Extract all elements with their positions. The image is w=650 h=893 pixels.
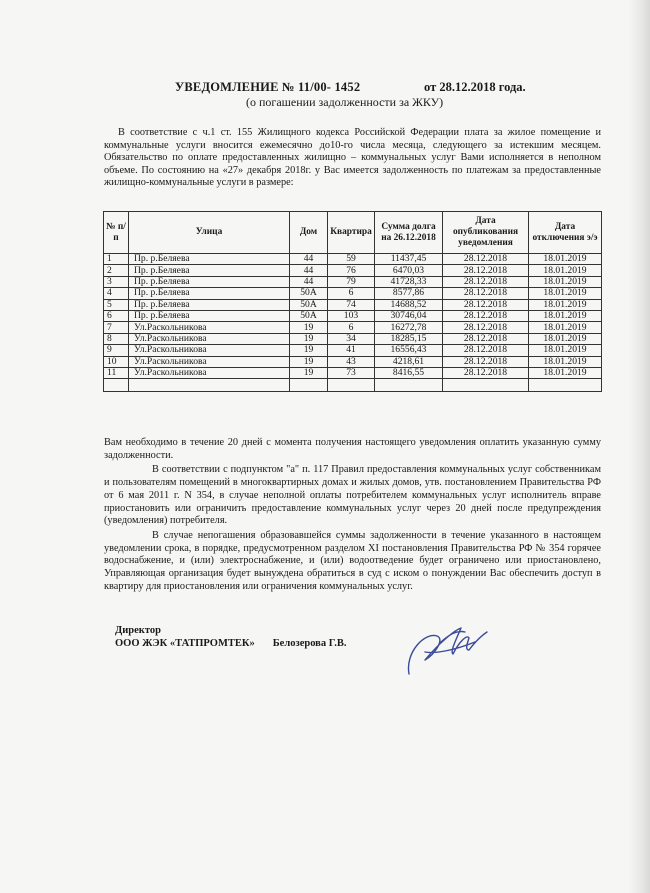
intro-paragraph: В соответствие с ч.1 ст. 155 Жилищного кодекса Российской Федерации плата за жилое помещение и коммунальные услуги вносится ежемесячно до10-го числа месяца, следующего за истекшим месяцем. Обязательство по оплате предоставленных жилищно – коммунальных услуг Вами исполняется в неполном объеме. По состоянию на «27» декабря 2018г. у Вас имеется задолженность по платежам за предоставленные жилищно-коммунальные услуги в размере: <box>104 127 601 189</box>
row-number: 10 <box>104 356 129 367</box>
empty-cell <box>104 379 129 392</box>
house-number: 50А <box>290 288 328 299</box>
row-number: 6 <box>104 310 129 321</box>
header-cell: Дата отключения э/э <box>529 212 602 254</box>
row-number: 7 <box>104 322 129 333</box>
empty-cell <box>529 379 602 392</box>
disconnection-date: 18.01.2019 <box>529 356 602 367</box>
debt-amount: 8416,55 <box>375 367 443 378</box>
publication-date: 28.12.2018 <box>443 356 529 367</box>
table-row <box>104 254 602 265</box>
row-number: 3 <box>104 276 129 287</box>
notice-number: УВЕДОМЛЕНИЕ № 11/00- 1452 <box>175 80 361 94</box>
publication-date: 28.12.2018 <box>443 299 529 310</box>
publication-date: 28.12.2018 <box>443 367 529 378</box>
street-name: Ул.Раскольникова <box>129 345 290 356</box>
empty-cell <box>443 379 529 392</box>
signer-position: Директор <box>115 625 161 636</box>
debt-table <box>103 211 602 392</box>
publication-date: 28.12.2018 <box>443 254 529 265</box>
page-edge-shadow <box>628 0 650 893</box>
apartment-number: 103 <box>328 310 375 321</box>
header-cell: Квартира <box>328 212 375 254</box>
empty-cell <box>328 379 375 392</box>
apartment-number: 59 <box>328 254 375 265</box>
apartment-number: 34 <box>328 333 375 344</box>
header-cell: Сумма долга на 26.12.2018 <box>375 212 443 254</box>
body-text <box>104 437 601 595</box>
table-row <box>104 367 602 378</box>
row-number: 5 <box>104 299 129 310</box>
publication-date: 28.12.2018 <box>443 265 529 276</box>
table-header-row <box>104 212 602 254</box>
house-number: 19 <box>290 356 328 367</box>
table-row <box>104 322 602 333</box>
apartment-number: 79 <box>328 276 375 287</box>
debt-amount: 14688,52 <box>375 299 443 310</box>
house-number: 19 <box>290 345 328 356</box>
header-cell: Улица <box>129 212 290 254</box>
row-number: 2 <box>104 265 129 276</box>
row-number: 8 <box>104 333 129 344</box>
publication-date: 28.12.2018 <box>443 288 529 299</box>
disconnection-date: 18.01.2019 <box>529 345 602 356</box>
table-row <box>104 265 602 276</box>
header-cell: Дом <box>290 212 328 254</box>
table-row <box>104 356 602 367</box>
debt-amount: 18285,15 <box>375 333 443 344</box>
table-row <box>104 333 602 344</box>
notice-date: от 28.12.2018 года. <box>424 80 526 94</box>
street-name: Ул.Раскольникова <box>129 333 290 344</box>
house-number: 50А <box>290 310 328 321</box>
street-name: Пр. р.Беляева <box>129 254 290 265</box>
table-body <box>104 254 602 392</box>
street-name: Ул.Раскольникова <box>129 367 290 378</box>
empty-table-row <box>104 379 602 392</box>
street-name: Пр. р.Беляева <box>129 288 290 299</box>
signer-organization: ООО ЖЭК «ТАТПРОМТЕК» <box>115 638 255 649</box>
house-number: 44 <box>290 265 328 276</box>
disconnection-date: 18.01.2019 <box>529 367 602 378</box>
disconnection-date: 18.01.2019 <box>529 299 602 310</box>
table-row <box>104 345 602 356</box>
street-name: Ул.Раскольникова <box>129 322 290 333</box>
debt-amount: 4218,61 <box>375 356 443 367</box>
disconnection-date: 18.01.2019 <box>529 322 602 333</box>
street-name: Пр. р.Беляева <box>129 276 290 287</box>
publication-date: 28.12.2018 <box>443 345 529 356</box>
disconnection-date: 18.01.2019 <box>529 265 602 276</box>
debt-amount: 11437,45 <box>375 254 443 265</box>
header-cell: Дата опубликования уведомления <box>443 212 529 254</box>
row-number: 9 <box>104 345 129 356</box>
notice-subtitle: (о погашении задолженности за ЖКУ) <box>246 95 444 109</box>
notice-title <box>175 80 526 95</box>
signature-block <box>115 624 346 650</box>
empty-cell <box>129 379 290 392</box>
street-name: Пр. р.Беляева <box>129 310 290 321</box>
consequences-paragraph: В случае непогашения образовавшейся суммы задолженности в течение указанного в настоящем уведомлении срока, в порядке, предусмотренном разделом XI постановления Правительства РФ № 354 горячее водоснабжение, и (или) электроснабжение, и (или) водоотведение будет ограничено или приостановлено, Управляющая организация будет вынуждена обратиться в суд с иском о понуждении Вас обеспечить доступ в квартиру для приостановления или ограничения коммунальных услуг. <box>104 529 601 592</box>
apartment-number: 74 <box>328 299 375 310</box>
debt-amount: 41728,33 <box>375 276 443 287</box>
debt-amount: 8577,86 <box>375 288 443 299</box>
street-name: Ул.Раскольникова <box>129 356 290 367</box>
debt-amount: 30746,04 <box>375 310 443 321</box>
row-number: 4 <box>104 288 129 299</box>
table-row <box>104 288 602 299</box>
payment-demand-paragraph: Вам необходимо в течение 20 дней с момента получения настоящего уведомления оплатить указанную сумму задолженности. <box>104 437 601 461</box>
apartment-number: 41 <box>328 345 375 356</box>
table-row <box>104 276 602 287</box>
disconnection-date: 18.01.2019 <box>529 276 602 287</box>
house-number: 44 <box>290 276 328 287</box>
header-cell: № п/п <box>104 212 129 254</box>
apartment-number: 43 <box>328 356 375 367</box>
publication-date: 28.12.2018 <box>443 276 529 287</box>
apartment-number: 73 <box>328 367 375 378</box>
debt-amount: 16556,43 <box>375 345 443 356</box>
debt-amount: 6470,03 <box>375 265 443 276</box>
apartment-number: 6 <box>328 322 375 333</box>
row-number: 1 <box>104 254 129 265</box>
house-number: 19 <box>290 367 328 378</box>
table-row <box>104 299 602 310</box>
handwritten-signature-icon <box>395 612 495 682</box>
publication-date: 28.12.2018 <box>443 322 529 333</box>
publication-date: 28.12.2018 <box>443 333 529 344</box>
street-name: Пр. р.Беляева <box>129 265 290 276</box>
empty-cell <box>290 379 328 392</box>
disconnection-date: 18.01.2019 <box>529 310 602 321</box>
disconnection-date: 18.01.2019 <box>529 333 602 344</box>
apartment-number: 76 <box>328 265 375 276</box>
signer-name: Белозерова Г.В. <box>272 638 347 649</box>
house-number: 50А <box>290 299 328 310</box>
table-row <box>104 310 602 321</box>
street-name: Пр. р.Беляева <box>129 299 290 310</box>
house-number: 44 <box>290 254 328 265</box>
rules-paragraph: В соответствии с подпунктом "а" п. 117 Правил предоставления коммунальных услуг собственникам и пользователям помещений в многоквартирных домах и жилых домов, утв. постановлением Правительства РФ от 6 мая 2011 г. N 354, в случае неполной оплаты потребителем коммунальных услуг исполнитель вправе приостановить или ограничить предоставление коммунальных услуг через 20 дней после предупреждения (уведомления) потребителя. <box>104 464 601 527</box>
house-number: 19 <box>290 333 328 344</box>
publication-date: 28.12.2018 <box>443 310 529 321</box>
row-number: 11 <box>104 367 129 378</box>
disconnection-date: 18.01.2019 <box>529 288 602 299</box>
disconnection-date: 18.01.2019 <box>529 254 602 265</box>
house-number: 19 <box>290 322 328 333</box>
empty-cell <box>375 379 443 392</box>
debt-amount: 16272,78 <box>375 322 443 333</box>
apartment-number: 6 <box>328 288 375 299</box>
